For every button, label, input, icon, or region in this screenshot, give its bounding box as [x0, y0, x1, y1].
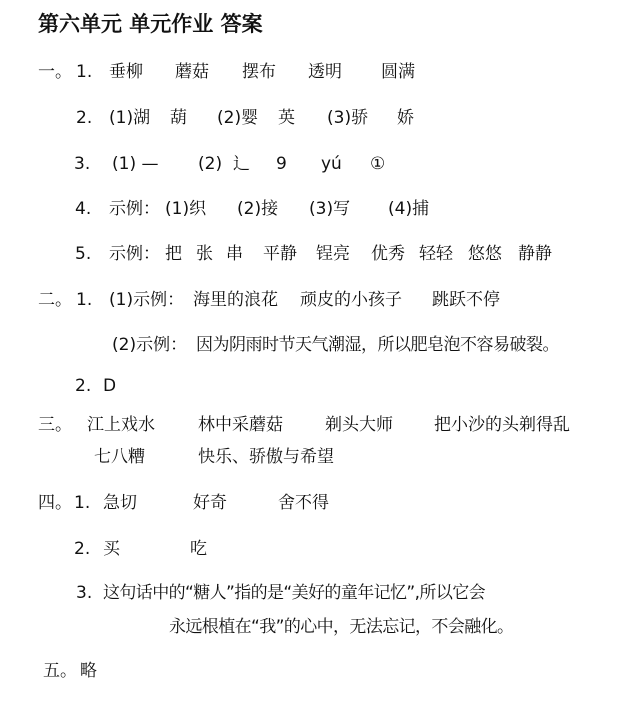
- section-four-q3-line2: [38, 616, 622, 638]
- section-four-q3-line1: [38, 582, 622, 604]
- answer-item: (3)骄: [327, 108, 369, 128]
- example-label: (1)示例：: [109, 290, 185, 310]
- answer-item: 辶: [233, 154, 250, 174]
- section-three-line1: [38, 414, 622, 436]
- section-one-q4: [38, 198, 622, 220]
- answer-item: 轻轻: [419, 244, 453, 264]
- section-one-q5: [38, 243, 622, 265]
- question-number: 2.: [74, 539, 91, 559]
- answer-item: 跳跃不停: [432, 290, 500, 310]
- answer-word: 圆满: [381, 62, 415, 82]
- question-number: 4.: [75, 199, 92, 219]
- answer-item: 海里的浪花: [193, 290, 278, 310]
- section-one-q2: [38, 107, 622, 129]
- answer-item: 江上戏水: [87, 415, 155, 435]
- answer-word: 好奇: [193, 493, 227, 513]
- question-number: 2.: [76, 108, 93, 128]
- answer-item: 9: [276, 154, 287, 174]
- answer-item: 张: [196, 244, 213, 264]
- section-one-q1: [38, 61, 622, 83]
- answer-item: 英: [278, 108, 295, 128]
- section-label: 四。: [38, 493, 72, 513]
- answer-item: 把小沙的头剃得乱: [434, 415, 570, 435]
- answer-text: 因为阴雨时节天气潮湿，所以肥皂泡不容易破裂。: [196, 335, 559, 355]
- answer-text: 永远根植在“我”的心中，无法忘记，不会融化。: [169, 617, 514, 637]
- answer-item: (1) —: [112, 154, 159, 174]
- section-label: 五。: [43, 661, 77, 681]
- answer-item: yú: [321, 154, 342, 174]
- question-number: 1.: [76, 290, 93, 310]
- answer-word: 透明: [308, 62, 342, 82]
- section-label: 二。: [38, 290, 72, 310]
- answer-item: 锃亮: [316, 244, 350, 264]
- section-five: [43, 660, 622, 682]
- answer-word: 急切: [103, 493, 137, 513]
- answer-item: D: [103, 376, 117, 396]
- answer-item: 顽皮的小孩子: [300, 290, 402, 310]
- answer-item: (4)捕: [388, 199, 430, 219]
- section-two-q2: [38, 375, 622, 397]
- answer-item: 串: [226, 244, 243, 264]
- answer-item: 娇: [397, 108, 414, 128]
- answer-item: 把: [165, 244, 182, 264]
- answer-item: (1)织: [165, 199, 207, 219]
- section-four-q1: [38, 492, 622, 514]
- section-one-q3: [38, 153, 622, 175]
- answer-item: 剃头大师: [325, 415, 393, 435]
- section-label: 一。: [38, 62, 72, 82]
- question-number: 2.: [75, 376, 92, 396]
- section-four-q2: [38, 538, 622, 560]
- section-two-q1-part2: [38, 334, 622, 356]
- answer-word: 吃: [190, 539, 207, 559]
- answer-item: (2): [198, 154, 223, 174]
- answer-item: 平静: [263, 244, 297, 264]
- section-label: 三。: [38, 415, 72, 435]
- answer-item: ①: [370, 154, 386, 174]
- answer-item: (2)接: [237, 199, 279, 219]
- question-number: 3.: [76, 583, 93, 603]
- example-label: 示例：: [109, 244, 160, 264]
- question-number: 1.: [76, 62, 93, 82]
- answer-word: 舍不得: [278, 493, 329, 513]
- answer-item: 优秀: [371, 244, 405, 264]
- answer-item: 略: [80, 661, 97, 681]
- answer-word: 垂柳: [109, 62, 143, 82]
- answer-text: 这句话中的“糖人”指的是“美好的童年记忆”,所以它会: [103, 583, 486, 603]
- answer-item: (3)写: [309, 199, 351, 219]
- answer-item: 林中采蘑菇: [198, 415, 283, 435]
- answer-item: 静静: [518, 244, 552, 264]
- answer-item: 快乐、骄傲与希望: [198, 447, 334, 467]
- answer-item: 悠悠: [468, 244, 502, 264]
- example-label: 示例：: [109, 199, 160, 219]
- page-title: 第六单元 单元作业 答案: [38, 12, 263, 36]
- answer-item: 七八糟: [94, 447, 145, 467]
- answer-word: 蘑菇: [175, 62, 209, 82]
- section-three-line2: [38, 446, 622, 468]
- question-number: 1.: [74, 493, 91, 513]
- section-two-q1-part1: [38, 289, 622, 311]
- answer-item: (2)婴: [217, 108, 259, 128]
- answer-word: 摆布: [242, 62, 276, 82]
- example-label: (2)示例：: [112, 335, 188, 355]
- question-number: 5.: [75, 244, 92, 264]
- answer-word: 买: [103, 539, 120, 559]
- answer-item: 葫: [170, 108, 187, 128]
- question-number: 3.: [74, 154, 91, 174]
- answer-item: (1)湖: [109, 108, 151, 128]
